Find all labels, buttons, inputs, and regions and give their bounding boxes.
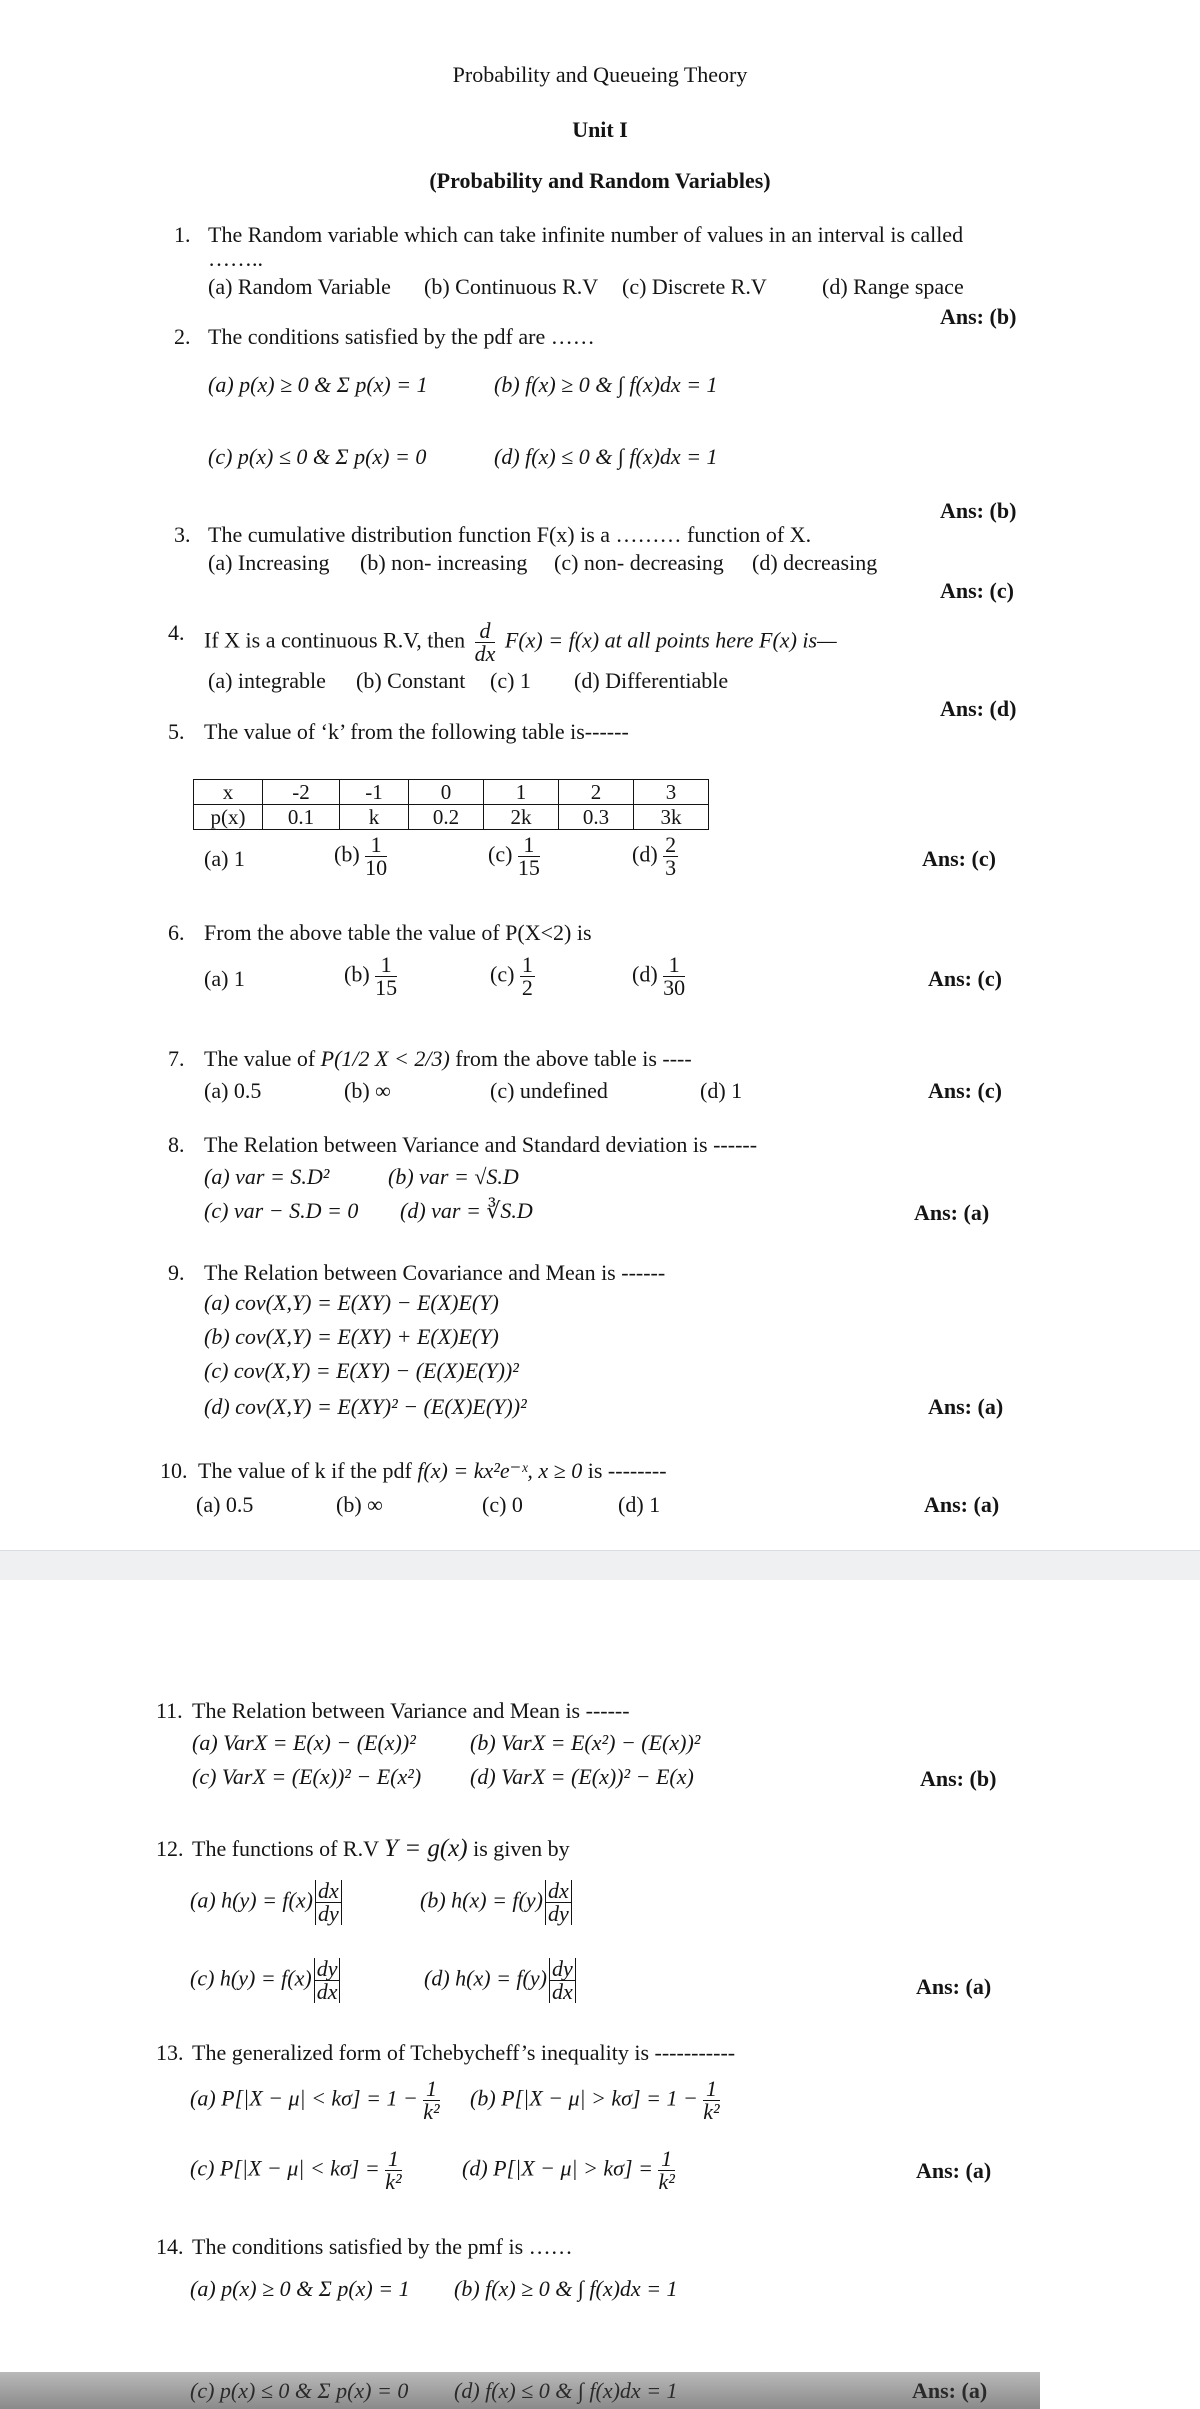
question-text: The generalized form of Tchebycheff’s inequality is ----------- — [192, 2040, 736, 2065]
option-d: (d) P[|X − μ| > kσ] = $\frac{1}{\text{k²}}$ — [462, 2146, 675, 2194]
option-c: (c) P[|X − μ| < kσ] = $\frac{1}{\text{k²}}$ — [190, 2146, 402, 2194]
option-c: (c) undefined — [490, 1078, 608, 1103]
question-number: 13. — [156, 2040, 184, 2065]
fraction: $\frac{1}{15}$ — [375, 952, 398, 1000]
answer: Ans: (a) — [916, 1974, 992, 1999]
option-b: (b) f(x) ≥ 0 & ∫ f(x)dx = 1 — [454, 2276, 678, 2301]
fraction: $\frac{1}{\text{k²}}$ — [703, 2076, 720, 2124]
table-cell: 2 — [559, 780, 634, 805]
option-d: (d) VarX = (E(x))² − E(x) — [470, 1764, 694, 1789]
option-a: (a) p(x) ≥ 0 & Σ p(x) = 1 — [190, 2276, 410, 2301]
unit-heading: Unit I — [572, 117, 628, 142]
option-b: (b) cov(X,Y) = E(XY) + E(X)E(Y) — [204, 1324, 499, 1349]
abs-fraction: $\frac{dy}{dx}$ — [314, 1958, 341, 2003]
abs-fraction: $\frac{dy}{dx}$ — [549, 1958, 576, 2003]
question-text: The conditions satisfied by the pmf is …… — [192, 2234, 573, 2259]
answer: Ans: (c) — [940, 578, 1014, 603]
option-c: (c) var − S.D = 0 — [204, 1198, 359, 1223]
document-title: Probability and Queueing Theory — [452, 62, 748, 87]
question-text: The value of ‘k’ from the following table is------ — [204, 719, 629, 744]
question-text-cont: …….. — [208, 246, 263, 271]
option-c: (c) h(y) = f(x) $\frac{dy}{dx}$ — [190, 1958, 340, 2003]
question-text: The value of k if the pdf f(x) = kx²e⁻ˣ, x ≥ 0 is -------- — [198, 1458, 667, 1483]
scan-shadow-band-edge — [1040, 2372, 1200, 2409]
option-d: (d) h(x) = f(y) $\frac{dy}{dx}$ — [424, 1958, 576, 2003]
option-d: (d) Range space — [822, 274, 964, 299]
answer: Ans: (c) — [922, 846, 996, 871]
question-number: 14. — [156, 2234, 184, 2259]
question-number: 1. — [174, 222, 191, 247]
option-d: (d) $\frac{1}{30}$ — [632, 952, 686, 1000]
fraction: $\frac{1}{10}$ — [365, 832, 388, 880]
option-a: (a) h(y) = f(x) $\frac{dx}{dy}$ — [190, 1880, 342, 1925]
option-b: (b) h(x) = f(y) $\frac{dx}{dy}$ — [420, 1880, 572, 1925]
question-text-pre: If X is a continuous R.V, then — [204, 627, 466, 653]
option-b: (b) Constant — [356, 668, 466, 693]
table-cell: 0.3 — [559, 805, 634, 830]
question-number: 5. — [168, 719, 185, 744]
option-d: (d) var = ∛S.D — [400, 1198, 533, 1223]
option-a: (a) integrable — [208, 668, 326, 693]
question-text: The Random variable which can take infinite number of values in an interval is called — [208, 222, 964, 247]
answer: Ans: (c) — [928, 1078, 1002, 1103]
expression: P(1/2 X < 2/3) — [320, 1046, 450, 1071]
option-c: (c) 1 — [490, 668, 531, 693]
table-cell: 0.2 — [409, 805, 484, 830]
table-cell: p(x) — [194, 805, 263, 830]
answer: Ans: (a) — [916, 2158, 992, 2183]
option-a: (a) var = S.D² — [204, 1164, 330, 1189]
option-a: (a) 0.5 — [196, 1492, 254, 1517]
abs-fraction: $\frac{dx}{dy}$ — [545, 1880, 572, 1925]
question-number: 6. — [168, 920, 185, 945]
fraction: $\frac{1}{\text{k²}}$ — [385, 2146, 402, 2194]
fraction: $\frac{1}{30}$ — [663, 952, 686, 1000]
table-cell: k — [340, 805, 409, 830]
option-d: (d) cov(X,Y) = E(XY)² − (E(X)E(Y))² — [204, 1394, 527, 1419]
table-cell: x — [194, 780, 263, 805]
question-number: 11. — [156, 1698, 183, 1723]
table-cell: -1 — [340, 780, 409, 805]
option-c: (c) Discrete R.V — [622, 274, 767, 299]
question-number: 10. — [160, 1458, 188, 1483]
question-number: 8. — [168, 1132, 185, 1157]
option-a: (a) p(x) ≥ 0 & Σ p(x) = 1 — [208, 372, 428, 397]
option-b: (b) $\frac{1}{15}$ — [344, 952, 398, 1000]
option-a: (a) 1 — [204, 966, 245, 991]
option-c: (c) $\frac{1}{15}$ — [488, 832, 540, 880]
option-c: (c) p(x) ≤ 0 & Σ p(x) = 0 — [208, 444, 427, 469]
option-a: (a) VarX = E(x) − (E(x))² — [192, 1730, 416, 1755]
option-c: (c) p(x) ≤ 0 & Σ p(x) = 0 — [190, 2378, 409, 2403]
document-page-2 — [0, 1580, 1200, 2409]
option-c: (c) VarX = (E(x))² − E(x²) — [192, 1764, 422, 1789]
table-cell: 0.1 — [263, 805, 340, 830]
option-b: (b) VarX = E(x²) − (E(x))² — [470, 1730, 701, 1755]
fraction: $\frac{1}{2}$ — [521, 952, 533, 1000]
option-c: (c) non- decreasing — [554, 550, 724, 575]
option-a: (a) 0.5 — [204, 1078, 262, 1103]
option-a: (a) Increasing — [208, 550, 330, 575]
answer: Ans: (b) — [920, 1766, 997, 1791]
question-text: The Relation between Variance and Standard deviation is ------ — [204, 1132, 758, 1157]
question-number: 4. — [168, 620, 185, 645]
option-c: (c) $\frac{1}{2}$ — [490, 952, 533, 1000]
fraction: $\frac{1}{\text{k²}}$ — [423, 2076, 440, 2124]
question-text: The Relation between Covariance and Mean is ------ — [204, 1260, 666, 1285]
option-b: (b) Continuous R.V — [424, 274, 599, 299]
option-a: (a) P[|X − μ| < kσ] = 1 − $\frac{1}{\text{k²}}$ — [190, 2076, 440, 2124]
question-number: 3. — [174, 522, 191, 547]
option-b: (b) ∞ — [336, 1492, 383, 1517]
question-text: The value of P(1/2 X < 2/3) from the above table is ---- — [204, 1046, 692, 1071]
table-cell: 0 — [409, 780, 484, 805]
option-d: (d) 1 — [700, 1078, 743, 1103]
question-number: 7. — [168, 1046, 185, 1071]
answer: Ans: (b) — [940, 304, 1017, 329]
table-cell: 2k — [484, 805, 559, 830]
question-text: From the above table the value of P(X<2) is — [204, 920, 592, 945]
question-text — [204, 620, 837, 665]
abs-fraction: $\frac{dx}{dy}$ — [315, 1880, 342, 1925]
option-a: (a) cov(X,Y) = E(XY) − E(X)E(Y) — [204, 1290, 499, 1315]
answer: Ans: (a) — [924, 1492, 1000, 1517]
option-a: (a) Random Variable — [208, 274, 391, 299]
answer: Ans: (c) — [928, 966, 1002, 991]
expression: f(x) = kx²e⁻ˣ, x ≥ 0 — [417, 1458, 583, 1483]
option-d: (d) f(x) ≤ 0 & ∫ f(x)dx = 1 — [454, 2378, 678, 2403]
answer: Ans: (b) — [940, 498, 1017, 523]
question-number: 2. — [174, 324, 191, 349]
option-b: (b) P[|X − μ| > kσ] = 1 − $\frac{1}{\text{k²}}$ — [470, 2076, 720, 2124]
fraction: $\frac{1}{\text{k²}}$ — [658, 2146, 675, 2194]
question-text: The Relation between Variance and Mean is ------ — [192, 1698, 630, 1723]
option-c: (c) 0 — [482, 1492, 523, 1517]
table-cell: 3k — [634, 805, 709, 830]
option-d: (d) f(x) ≤ 0 & ∫ f(x)dx = 1 — [494, 444, 718, 469]
option-b: (b) non- increasing — [360, 550, 528, 575]
expression: Y = g(x) — [384, 1835, 468, 1862]
option-a: (a) 1 — [204, 846, 245, 871]
table-cell: 1 — [484, 780, 559, 805]
option-b: (b) $\frac{1}{10}$ — [334, 832, 388, 880]
table-row — [194, 780, 709, 805]
page-separator — [0, 1550, 1200, 1582]
answer: Ans: (a) — [912, 2378, 988, 2403]
answer: Ans: (a) — [928, 1394, 1004, 1419]
question-text: The functions of R.V Y = g(x) is given by — [192, 1835, 570, 1862]
question-number: 12. — [156, 1836, 184, 1861]
table-cell: -2 — [263, 780, 340, 805]
option-b: (b) var = √S.D — [388, 1164, 519, 1189]
fraction: $\frac{2}{3}$ — [665, 832, 677, 880]
option-d: (d) Differentiable — [574, 668, 729, 693]
option-b: (b) ∞ — [344, 1078, 391, 1103]
option-d: (d) decreasing — [752, 550, 878, 575]
option-d: (d) $\frac{2}{3}$ — [632, 832, 677, 880]
answer: Ans: (a) — [914, 1200, 990, 1225]
question-number: 9. — [168, 1260, 185, 1285]
section-subtitle: (Probability and Random Variables) — [429, 168, 771, 193]
question-text-post: F(x) = f(x) at all points here F(x) is— — [504, 627, 837, 653]
answer: Ans: (d) — [940, 696, 1017, 721]
question-text: The conditions satisfied by the pdf are …… — [208, 324, 595, 349]
option-b: (b) f(x) ≥ 0 & ∫ f(x)dx = 1 — [494, 372, 718, 397]
derivative-fraction: $\frac{d}{dx}$ — [474, 618, 496, 666]
table-cell: 3 — [634, 780, 709, 805]
option-c: (c) cov(X,Y) = E(XY) − (E(X)E(Y))² — [204, 1358, 519, 1383]
table-row — [194, 805, 709, 830]
option-d: (d) 1 — [618, 1492, 661, 1517]
fraction: $\frac{1}{15}$ — [517, 832, 540, 880]
question-text: The cumulative distribution function F(x) is a ……… function of X. — [208, 522, 812, 547]
probability-table — [193, 779, 709, 830]
